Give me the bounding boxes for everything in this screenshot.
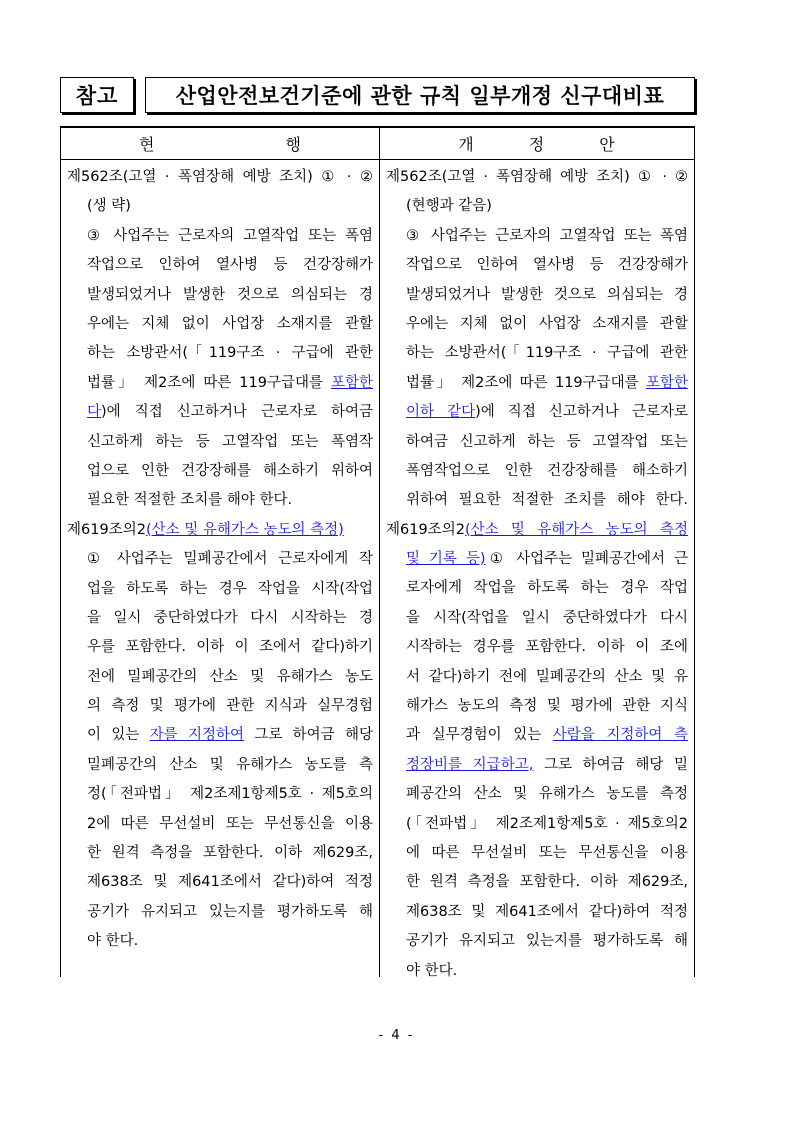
text-line: 제562조(고열 · 폭염장해 예방 조치) ① · ② <box>67 169 373 185</box>
text-line: 이하 같다)에 직접 신고하거나 근로자로 <box>406 404 688 421</box>
text-line: 2에 따른 무선설비 또는 무선통신을 이용 <box>87 815 373 832</box>
text-line: 에 따른 무선설비 또는 무선통신을 이용 <box>406 845 688 861</box>
text-line: 발생되었거나 발생한 것으로 의심되는 경 <box>87 286 373 303</box>
text-line: ③ 사업주는 근로자의 고열작업 또는 폭염 <box>87 227 373 244</box>
text-line: 하여금 신고하게 하는 등 고열작업 또는 <box>406 433 688 450</box>
text-line: (「전파법」 제2조제1항제5호 · 제5호의2 <box>406 815 688 832</box>
text-line: 을 시작(작업을 일시 중단하였다가 다시 <box>406 609 688 626</box>
text-line: 로자에게 작업을 하도록 하는 경우 작업 <box>406 580 688 597</box>
text-line: 과 실무경험이 있는 사람을 지정하여 측 <box>406 727 688 744</box>
column-header-current: 현 행 <box>139 135 361 154</box>
text-line: 법률」 제2조에 따른 119구급대를 포함한 <box>406 374 688 391</box>
document-title: 산업안전보건기준에 관한 규칙 일부개정 신구대비표 <box>145 77 695 113</box>
text-line: 제638조 및 제641조에서 같다)하여 적정 <box>87 874 373 891</box>
reference-tag: 참고 <box>60 77 134 113</box>
text-line: 제562조(고열 · 폭염장해 예방 조치) ① · ② <box>386 169 688 185</box>
text-line: 제619조의2(산소 및 유해가스 농도의 측정 <box>386 521 688 538</box>
text-line: 의 측정 및 평가에 관한 지식과 실무경험 <box>87 698 373 715</box>
text-line: (생 략) <box>87 198 131 215</box>
text-line: 정(「전파법」 제2조제1항제5호 · 제5호의 <box>87 786 373 803</box>
text-line: 및 기록 등)① 사업주는 밀폐공간에서 근 <box>406 551 688 568</box>
text-line: 야 한다. <box>406 962 458 979</box>
text-line: 공기가 유지되고 있는지를 평가하도록 해 <box>406 933 688 950</box>
page-number: - 4 - <box>378 1028 415 1043</box>
text-line: 전에 밀폐공간의 산소 및 유해가스 농도 <box>87 668 373 685</box>
table-header-row <box>61 128 694 160</box>
text-line: 작업으로 인하여 열사병 등 건강장해가 <box>87 257 373 274</box>
text-line: 서 같다)하기 전에 밀폐공간의 산소 및 유 <box>406 668 688 685</box>
text-line: 시작하는 경우를 포함한다. 이하 이 조에 <box>406 639 688 656</box>
text-line: 필요한 적절한 조치를 해야 한다. <box>87 492 293 509</box>
text-line: 을 일시 중단하였다가 다시 시작하는 경 <box>87 609 373 626</box>
text-line: ① 사업주는 밀폐공간에서 근로자에게 작 <box>87 551 373 568</box>
text-line: ③ 사업주는 근로자의 고열작업 또는 폭염 <box>406 227 688 244</box>
text-line: 한 원격 측정을 포함한다. 이하 제629조, <box>87 845 373 862</box>
column-header-revised: 개 정 안 <box>458 135 637 154</box>
text-line: 업을 하도록 하는 경우 작업을 시작(작업 <box>87 580 373 597</box>
text-line: 이 있는 자를 지정하여 그로 하여금 해당 <box>87 727 373 744</box>
text-line: 업으로 인한 건강장해를 해소하기 위하여 <box>87 462 373 479</box>
text-line: 우에는 지체 없이 사업장 소재지를 관할 <box>406 315 688 332</box>
text-line: 정장비를 지급하고, 그로 하여금 해당 밀 <box>406 756 688 773</box>
text-line: 폭염작업으로 인한 건강장해를 해소하기 <box>406 462 688 479</box>
text-line: 해가스 농도의 측정 및 평가에 관한 지식 <box>406 698 688 715</box>
revised-text-column <box>380 159 694 977</box>
comparison-table <box>60 126 695 977</box>
text-line: 다)에 직접 신고하거나 근로자로 하여금 <box>87 404 373 421</box>
text-line: 밀폐공간의 산소 및 유해가스 농도를 측 <box>87 756 373 773</box>
text-line: 위하여 필요한 적절한 조치를 해야 한다. <box>406 492 688 509</box>
text-line: 하는 소방관서(「119구조 · 구급에 관한 <box>406 345 688 362</box>
text-line: 발생되었거나 발생한 것으로 의심되는 경 <box>406 286 688 303</box>
text-line: 우를 포함한다. 이하 이 조에서 같다)하기 <box>87 639 373 656</box>
text-line: 야 한다. <box>87 933 139 950</box>
text-line: 우에는 지체 없이 사업장 소재지를 관할 <box>87 315 373 332</box>
current-text-column <box>61 159 379 977</box>
text-line: (현행과 같음) <box>406 198 492 215</box>
text-line: 한 원격 측정을 포함한다. 이하 제629조, <box>406 874 688 891</box>
text-line: 폐공간의 산소 및 유해가스 농도를 측정 <box>406 786 688 803</box>
text-line: 작업으로 인하여 열사병 등 건강장해가 <box>406 257 688 274</box>
text-line: 법률」 제2조에 따른 119구급대를 포함한 <box>87 374 373 391</box>
text-line: 신고하게 하는 등 고열작업 또는 폭염작 <box>87 433 373 450</box>
text-line: 하는 소방관서(「119구조 · 구급에 관한 <box>87 345 373 362</box>
text-line: 공기가 유지되고 있는지를 평가하도록 해 <box>87 903 373 920</box>
text-line: 제638조 및 제641조에서 같다)하여 적정 <box>406 903 688 920</box>
text-line: 제619조의2 (산소 및 유해가스 농도의 측정) <box>67 521 344 538</box>
